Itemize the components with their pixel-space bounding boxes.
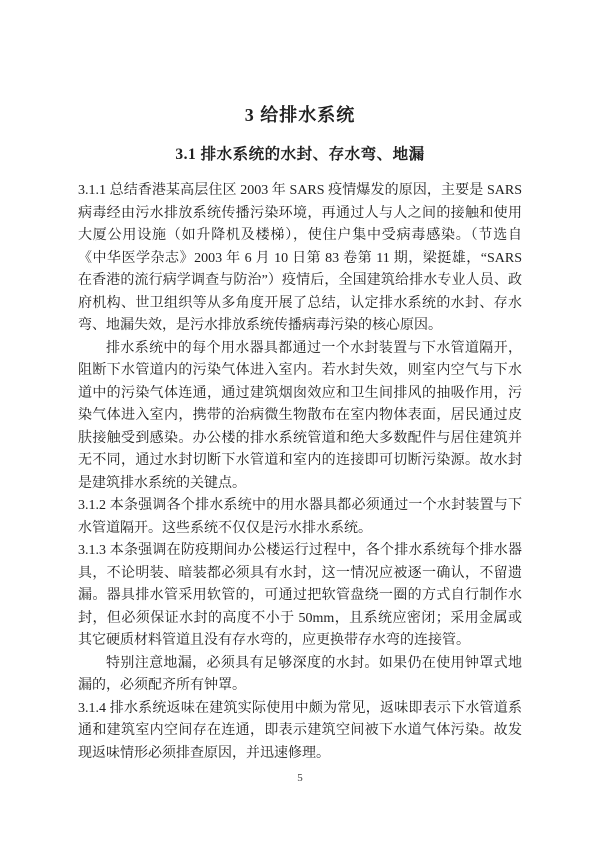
paragraph-3-1-3: 3.1.3 本条强调在防疫期间办公楼运行过程中，各个排水系统每个排水器具，不论明装、暗装都必须具有水封，这一情况应被逐一确认，不留遗漏。器具排水管采用软管的，可通过把软管盘绕一圈的方式自行制作水封，但必须保证水封的高度不小于 50mm，且系统应密闭；采用金属或其它硬质材料管道且没有存水弯的，应更换带存水弯的连接管。 bbox=[78, 543, 522, 648]
paragraph-3-1-1: 3.1.1 总结香港某高层住区 2003 年 SARS 疫情爆发的原因，主要是 SARS 病毒经由污水排放系统传播污染环境，再通过人与人之间的接触和使用大厦公用设施（如升降机及楼梯），使住户集中受病毒感染。（节选自《中华医学杂志》2003 年 6 月 10 日第 83 卷第 11 期，梁挺雄，“SARS 在香港的流行病学调查与防治”）疫情后，全国建筑给排水专业人员、政府机构、世卫组织等从多角度开展了总结，认定排水系统的水封、存水弯、地漏失效，是污水排放系统传播病毒污染的核心原因。 bbox=[78, 183, 522, 333]
section-heading: 3.1 排水系统的水封、存水弯、地漏 bbox=[175, 146, 425, 163]
paragraph-water-seal-explanation: 排水系统中的每个用水器具都通过一个水封装置与下水管道隔开，阻断下水管道内的污染气体进入室内。若水封失效，则室内空气与下水道中的污染气体连通，通过建筑烟囱效应和卫生间排风的抽吸作用，污染气体进入室内，携带的治病微生物散布在室内物体表面，居民通过皮肤接触受到感染。办公楼的排水系统管道和绝大多数配件与居住建筑并无不同，通过水封切断下水管道和室内的连接即可切断污染源。故水封是建筑排水系统的关键点。 bbox=[78, 340, 522, 491]
chapter-heading: 3 给排水系统 bbox=[244, 105, 356, 125]
paragraph-floor-drain-note: 特别注意地漏，必须具有足够深度的水封。如果仍在使用钟罩式地漏的，必须配齐所有钟罩。 bbox=[78, 655, 522, 693]
page-number: 5 bbox=[297, 772, 303, 784]
paragraph-3-1-2: 3.1.2 本条强调各个排水系统中的用水器具都必须通过一个水封装置与下水管道隔开。这些系统不仅仅是污水排水系统。 bbox=[78, 498, 522, 536]
page-content bbox=[78, 102, 522, 765]
paragraph-3-1-4: 3.1.4 排水系统返味在建筑实际使用中颇为常见，返味即表示下水管道系通和建筑室内空间存在连通，即表示建筑空间被下水道气体污染。故发现返味情形必须排查原因，并迅速修理。 bbox=[78, 700, 522, 761]
